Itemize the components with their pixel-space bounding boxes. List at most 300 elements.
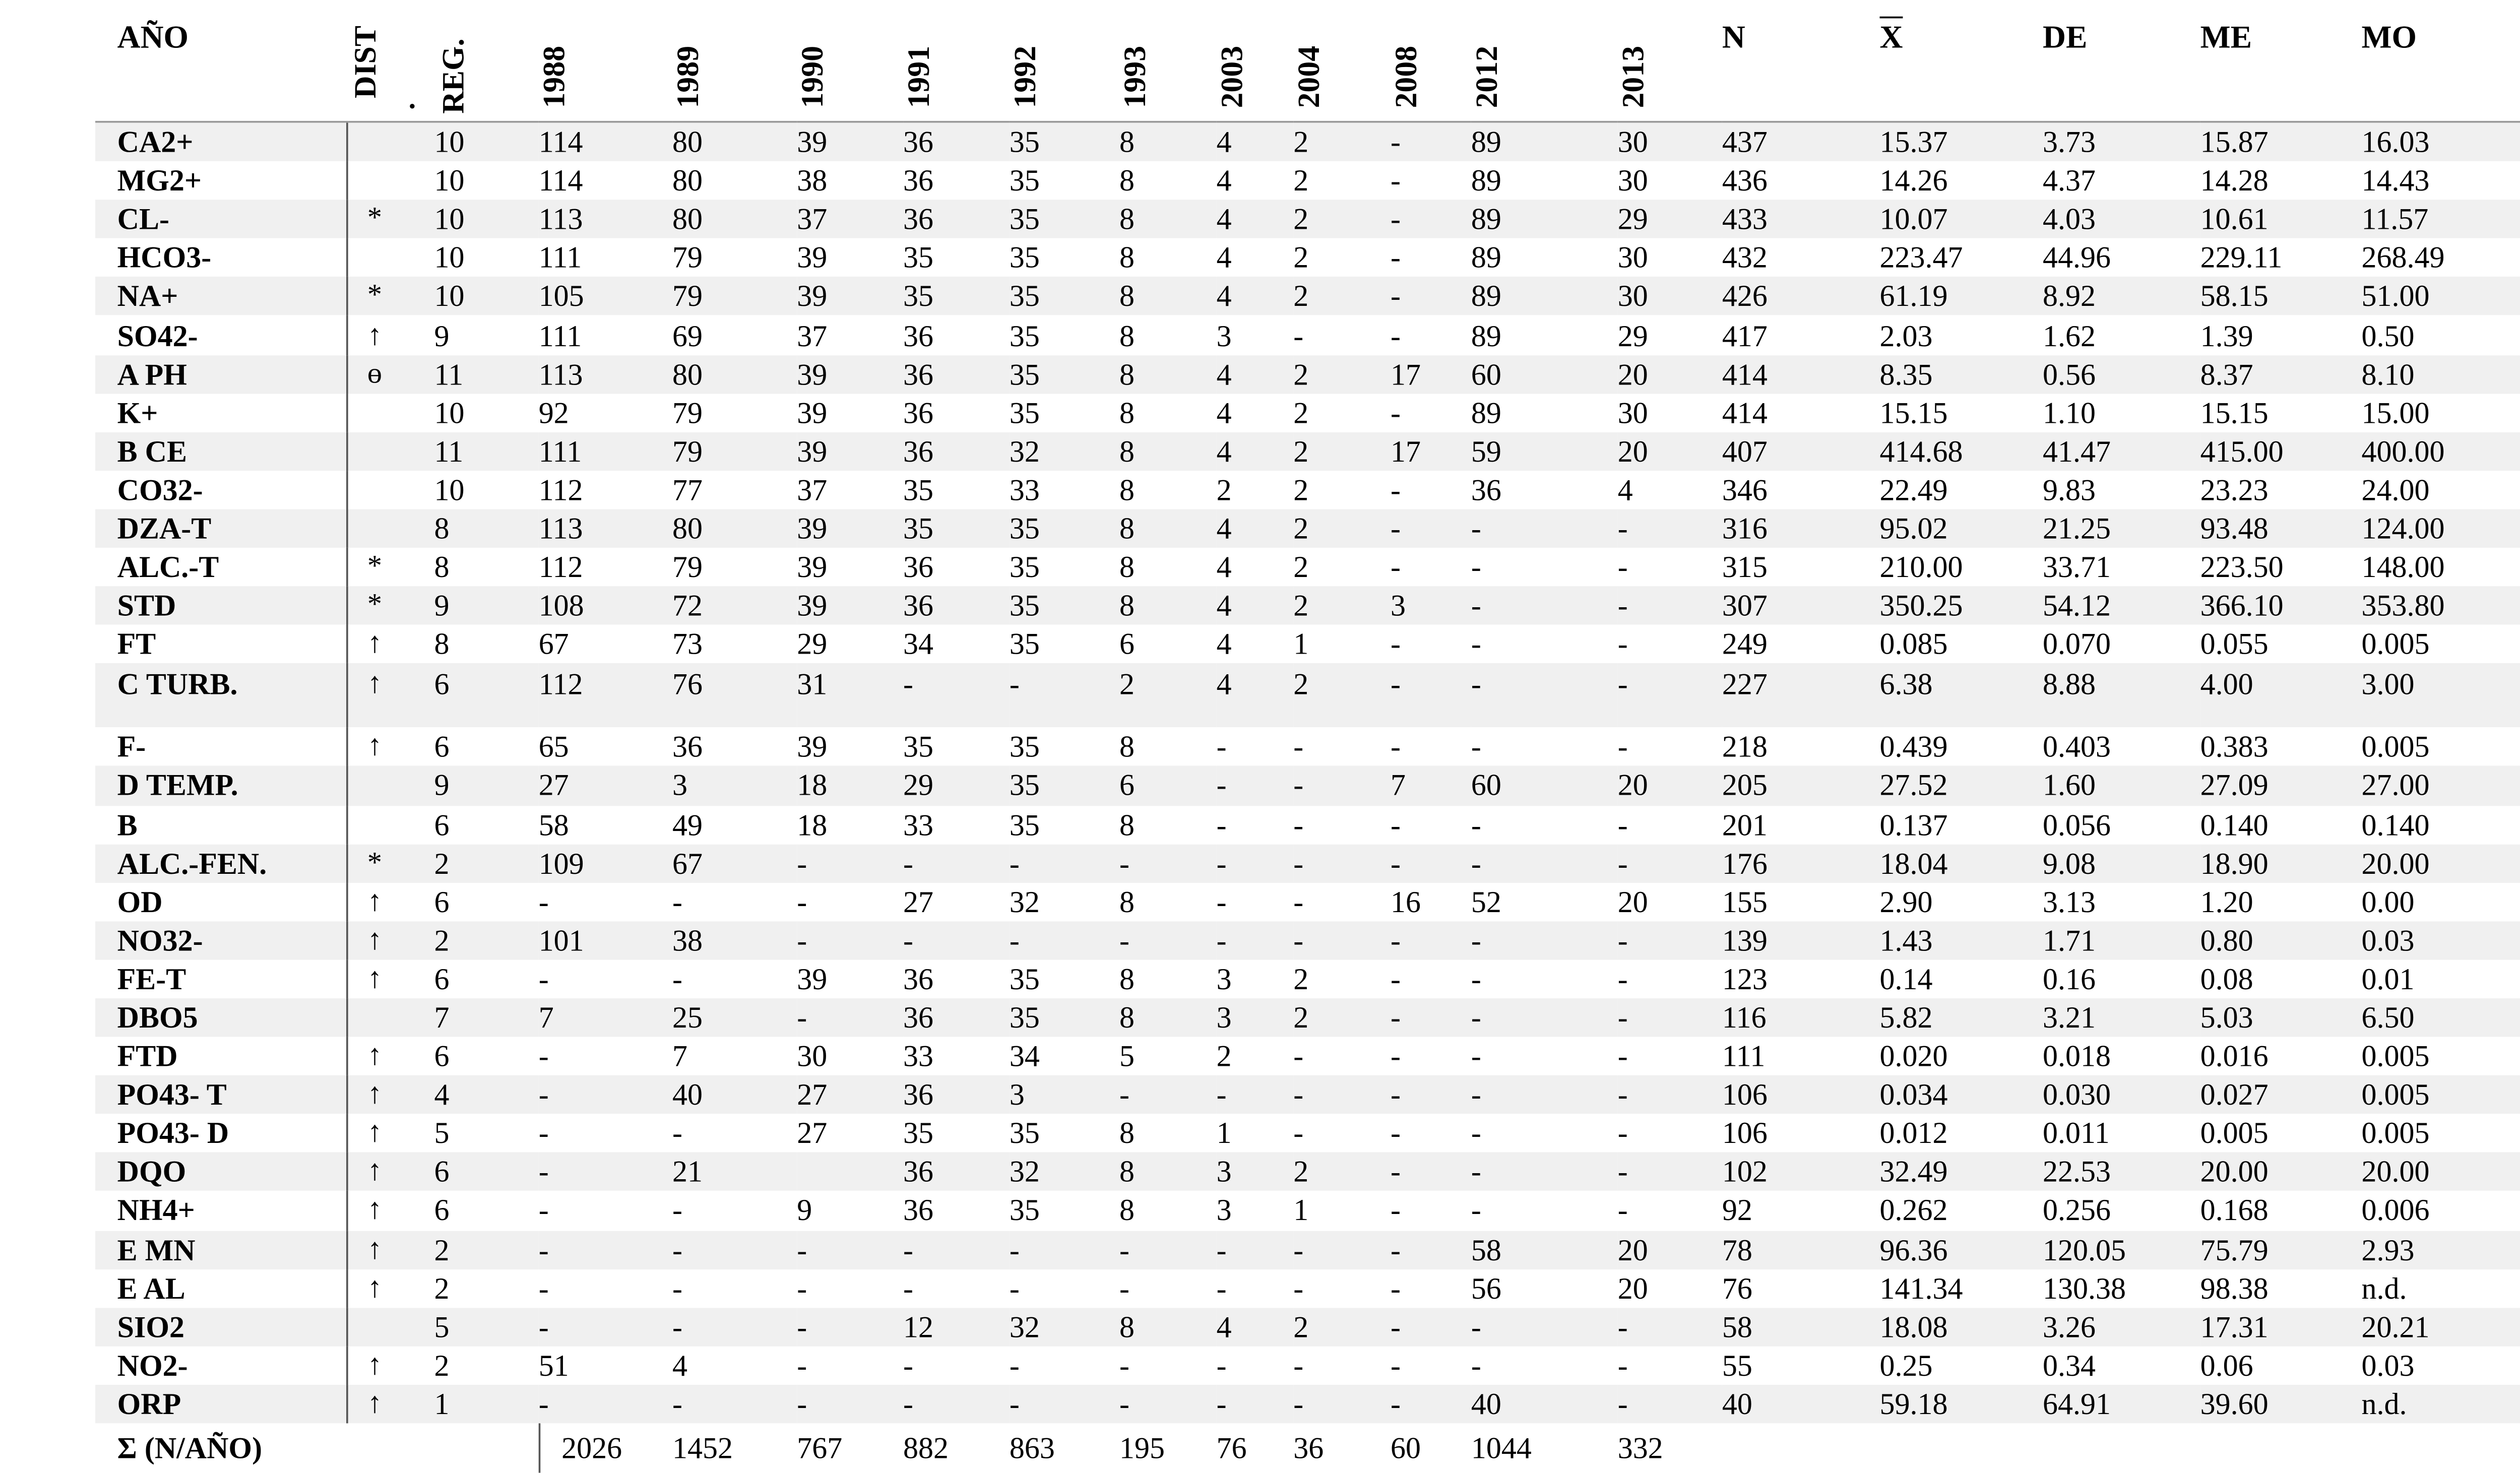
stat-value-cell: 40 xyxy=(1722,1385,1880,1424)
year-value-cell: 8 xyxy=(1119,200,1217,239)
year-value-cell: 20 xyxy=(1618,432,1722,471)
year-value-cell: 36 xyxy=(903,549,934,585)
year-value-cell: 113 xyxy=(539,355,672,394)
year-value-cell: 4 xyxy=(1216,163,1232,199)
stat-value-cell: n.d. xyxy=(2362,1385,2520,1424)
stat-value-cell: 3.13 xyxy=(2043,884,2096,919)
year-value-cell: - xyxy=(1617,1193,1628,1229)
stat-value-cell: 315 xyxy=(1722,549,1768,585)
year-value-cell: 80 xyxy=(672,509,797,548)
stat-value-cell: 75.79 xyxy=(2200,1230,2362,1269)
stat-value-cell: 21.25 xyxy=(2043,509,2200,548)
header-year-label: 2004 xyxy=(1291,45,1327,108)
year-value-cell: 8 xyxy=(1119,317,1135,353)
year-value-cell: 6 xyxy=(1119,766,1217,805)
param-cell: MG2+ xyxy=(117,163,202,199)
table-row xyxy=(95,664,2520,728)
reg-cell: 9 xyxy=(434,587,538,625)
stat-value-cell: 0.16 xyxy=(2043,962,2096,997)
table-row xyxy=(95,1075,2520,1114)
dist-cell: ↑ xyxy=(346,1075,434,1114)
year-value-cell: - xyxy=(1617,549,1628,585)
year-value-cell: - xyxy=(1390,163,1401,199)
year-value-cell: 49 xyxy=(672,807,703,842)
param-cell: NO2- xyxy=(117,1348,188,1383)
reg-cell: 8 xyxy=(434,549,450,585)
year-value-cell: 1 xyxy=(1293,627,1309,662)
stat-value-cell: 0.140 xyxy=(2361,807,2430,842)
stat-value-cell: 20.21 xyxy=(2362,1307,2520,1346)
stat-value-cell: 0.08 xyxy=(2200,962,2253,997)
stat-value-cell: 0.011 xyxy=(2043,1116,2110,1151)
reg-cell: 6 xyxy=(434,1153,538,1192)
year-value-cell: - xyxy=(797,884,807,919)
dist-cell xyxy=(346,1307,434,1346)
table-row xyxy=(95,122,2520,161)
dist-cell xyxy=(346,239,434,278)
summary-value: 863 xyxy=(1010,1423,1119,1472)
year-value-cell: 36 xyxy=(903,395,934,430)
stat-value-cell: 0.085 xyxy=(1879,627,1948,662)
year-value-cell: 3 xyxy=(1216,1193,1232,1229)
year-value-cell: 114 xyxy=(539,122,672,161)
year-value-cell: 6 xyxy=(1119,627,1135,662)
year-value-cell: 35 xyxy=(1010,355,1119,394)
reg-cell: 6 xyxy=(434,807,450,842)
year-value-cell: - xyxy=(1391,1230,1471,1269)
year-value-cell: - xyxy=(672,1193,683,1229)
year-value-cell: 30 xyxy=(1617,240,1648,276)
stat-value-cell: 155 xyxy=(1722,884,1768,919)
year-value-cell: 8 xyxy=(1119,277,1217,316)
year-value-cell: 3 xyxy=(1010,1075,1119,1114)
year-value-cell: - xyxy=(903,1270,914,1306)
year-value-cell: 2 xyxy=(1293,472,1309,507)
stat-value-cell: 33.71 xyxy=(2043,549,2111,585)
stat-value-cell: 78 xyxy=(1722,1230,1880,1269)
table-row xyxy=(95,1385,2520,1424)
param-cell: A PH xyxy=(95,355,346,394)
year-value-cell: 8 xyxy=(1119,163,1135,199)
year-value-cell: - xyxy=(1471,807,1481,842)
table-row xyxy=(95,1114,2520,1153)
year-value-cell: - xyxy=(539,1385,672,1424)
dist-cell: * xyxy=(346,844,434,882)
year-value-cell: 4 xyxy=(1217,509,1294,548)
year-value-cell: - xyxy=(539,1153,672,1192)
year-value-cell: 29 xyxy=(1618,200,1722,239)
year-value-cell: 60 xyxy=(1471,766,1618,805)
year-value-cell: - xyxy=(1471,921,1618,960)
year-value-cell: 38 xyxy=(672,921,797,960)
year-value-cell: 36 xyxy=(903,1075,1010,1114)
header-stat-2: DE xyxy=(2043,18,2200,121)
year-value-cell: - xyxy=(1471,844,1618,882)
header-stat-0: N xyxy=(1722,18,1880,121)
stat-value-cell: 0.14 xyxy=(1879,962,1933,997)
year-value-cell: 52 xyxy=(1471,884,1501,919)
year-value-cell: 35 xyxy=(1009,395,1040,430)
year-value-cell: - xyxy=(1618,1153,1722,1192)
stat-value-cell: 0.016 xyxy=(2200,1039,2269,1074)
year-value-cell: 35 xyxy=(903,509,1010,548)
year-value-cell: 36 xyxy=(903,1193,934,1229)
year-value-cell: 65 xyxy=(538,730,569,765)
year-value-cell: - xyxy=(797,1348,807,1383)
reg-cell: 1 xyxy=(434,1385,538,1424)
year-value-cell: 2 xyxy=(1293,549,1309,585)
stat-value-cell: 18.04 xyxy=(1880,844,2043,882)
stat-value-cell: 414 xyxy=(1722,355,1880,394)
year-value-cell: 36 xyxy=(903,998,1010,1037)
year-value-cell: 30 xyxy=(1617,163,1648,199)
year-value-cell: 35 xyxy=(1009,1193,1040,1229)
reg-cell: 2 xyxy=(434,1270,450,1306)
year-value-cell: - xyxy=(1618,998,1722,1037)
dist-cell: ↑ xyxy=(346,959,434,998)
year-value-cell: 20 xyxy=(1617,1270,1648,1306)
year-value-cell: - xyxy=(1391,998,1471,1037)
year-value-cell: 36 xyxy=(903,355,1010,394)
year-value-cell: 112 xyxy=(538,549,583,585)
year-value-cell: 30 xyxy=(1617,395,1648,430)
stat-value-cell: 0.06 xyxy=(2200,1348,2253,1383)
year-value-cell: - xyxy=(1293,807,1304,842)
stat-value-cell: 20.00 xyxy=(2200,1153,2362,1192)
year-value-cell: - xyxy=(1390,1116,1401,1151)
year-value-cell: 4 xyxy=(1617,472,1633,507)
year-value-cell: 35 xyxy=(1009,962,1040,997)
year-value-cell: 32 xyxy=(1009,884,1040,919)
year-value-cell: - xyxy=(672,1307,797,1346)
stat-value-cell: 414 xyxy=(1722,395,1768,430)
param-cell: D TEMP. xyxy=(95,766,346,805)
year-value-cell: 2 xyxy=(1293,122,1391,161)
year-value-cell: 36 xyxy=(903,587,1010,625)
header-stat-3: ME xyxy=(2200,18,2362,121)
year-value-cell: 112 xyxy=(538,472,583,507)
year-value-cell: 35 xyxy=(1009,1116,1040,1151)
year-value-cell: 77 xyxy=(672,472,703,507)
year-value-cell: - xyxy=(1618,664,1722,728)
stat-value-cell: 223.50 xyxy=(2200,549,2284,585)
year-value-cell: - xyxy=(1010,1230,1119,1269)
year-value-cell: - xyxy=(1119,1230,1217,1269)
header-year-label: 2012 xyxy=(1469,45,1504,108)
year-value-cell: - xyxy=(1471,627,1481,662)
year-value-cell: 72 xyxy=(672,587,797,625)
header-year-label: 1993 xyxy=(1117,45,1153,108)
stat-value-cell: 8.37 xyxy=(2200,355,2362,394)
stat-value-cell: 6.38 xyxy=(1880,664,2043,728)
year-value-cell: - xyxy=(1471,509,1618,548)
year-value-cell: - xyxy=(1390,807,1401,842)
year-value-cell: 18 xyxy=(797,766,903,805)
year-value-cell: 36 xyxy=(672,730,703,765)
summary-value: 60 xyxy=(1391,1423,1471,1472)
year-value-cell: 37 xyxy=(797,472,828,507)
stat-value-cell: 0.01 xyxy=(2361,962,2415,997)
year-value-cell: - xyxy=(1293,730,1304,765)
stat-value-cell: 10.07 xyxy=(1880,200,2043,239)
stat-value-cell: 1.20 xyxy=(2200,884,2253,919)
stat-value-cell: 1.39 xyxy=(2200,317,2253,353)
header-year-7 xyxy=(1293,18,1391,121)
year-value-cell: 2 xyxy=(1119,664,1217,728)
param-cell: B xyxy=(117,807,138,842)
stat-value-cell: 8.10 xyxy=(2362,355,2520,394)
stat-value-cell: 58.15 xyxy=(2200,277,2362,316)
stat-value-cell: 4.37 xyxy=(2043,163,2096,199)
year-value-cell: 4 xyxy=(1217,664,1294,728)
stat-value-cell: 27.00 xyxy=(2362,766,2520,805)
stat-value-cell: 24.00 xyxy=(2361,472,2430,507)
stat-value-cell: 0.03 xyxy=(2362,921,2520,960)
stat-value-cell: 5.03 xyxy=(2200,998,2362,1037)
stat-value-cell: 58 xyxy=(1722,1307,1880,1346)
year-value-cell: 8 xyxy=(1119,730,1135,765)
year-value-cell: 36 xyxy=(903,962,934,997)
header-year-1 xyxy=(672,18,797,121)
stat-value-cell: 0.005 xyxy=(2361,1039,2430,1074)
year-value-cell: 4 xyxy=(1217,122,1294,161)
param-cell: E MN xyxy=(95,1230,346,1269)
stat-value-cell: 15.00 xyxy=(2361,395,2430,430)
year-value-cell: - xyxy=(672,1385,797,1424)
year-value-cell xyxy=(797,1153,903,1192)
year-value-cell: 89 xyxy=(1471,163,1501,199)
table-row xyxy=(95,161,2520,200)
reg-cell: 10 xyxy=(434,395,465,430)
year-value-cell: 2 xyxy=(1293,962,1309,997)
year-value-cell: 35 xyxy=(1009,549,1040,585)
year-value-cell: 3 xyxy=(1216,317,1232,353)
year-value-cell: 3 xyxy=(1217,1153,1294,1192)
year-value-cell: - xyxy=(672,962,683,997)
param-cell: NA+ xyxy=(95,277,346,316)
table-row xyxy=(95,805,2520,844)
year-value-cell: 9 xyxy=(797,1193,812,1229)
stat-value-cell: 11.57 xyxy=(2362,200,2520,239)
year-value-cell: 34 xyxy=(903,627,934,662)
stat-value-cell: 407 xyxy=(1722,432,1880,471)
year-value-cell: - xyxy=(1216,884,1227,919)
stat-value-cell: 0.012 xyxy=(1879,1116,1948,1151)
year-value-cell: 7 xyxy=(1391,766,1471,805)
stat-value-cell: 0.34 xyxy=(2043,1348,2096,1383)
year-value-cell: - xyxy=(1471,664,1618,728)
year-value-cell: - xyxy=(1217,1075,1294,1114)
year-value-cell: 37 xyxy=(797,317,828,353)
stat-value-cell: 0.005 xyxy=(2361,730,2430,765)
stat-value-cell: 0.027 xyxy=(2200,1075,2362,1114)
stat-value-cell: 2.93 xyxy=(2362,1230,2520,1269)
stat-value-cell: 20.00 xyxy=(2362,1153,2520,1192)
stat-value-cell: 8.88 xyxy=(2043,664,2200,728)
year-value-cell: 30 xyxy=(1618,122,1722,161)
stat-value-cell: 201 xyxy=(1722,807,1768,842)
stat-value-cell: 0.439 xyxy=(1879,730,1948,765)
header-year-0 xyxy=(539,18,672,121)
year-value-cell: 20 xyxy=(1618,1230,1722,1269)
year-value-cell: - xyxy=(1390,1270,1401,1306)
year-value-cell: 2 xyxy=(1293,587,1391,625)
year-value-cell: - xyxy=(1617,1039,1628,1074)
stat-value-cell: 0.020 xyxy=(1879,1039,1948,1074)
year-value-cell: - xyxy=(1119,1385,1217,1424)
year-value-cell: 38 xyxy=(797,163,828,199)
year-value-cell: - xyxy=(672,884,683,919)
year-value-cell: 4 xyxy=(1217,277,1294,316)
stat-value-cell: 55 xyxy=(1722,1348,1752,1383)
header-year-label: 1988 xyxy=(537,45,572,108)
year-value-cell: 105 xyxy=(539,277,672,316)
stat-value-cell: 10.61 xyxy=(2200,200,2362,239)
table-row xyxy=(95,1346,2520,1385)
stat-value-cell: 123 xyxy=(1722,962,1768,997)
year-value-cell: 35 xyxy=(903,1116,934,1151)
header-year-10 xyxy=(1618,18,1722,121)
year-value-cell: 32 xyxy=(1010,1307,1119,1346)
param-cell: NH4+ xyxy=(117,1193,195,1229)
reg-cell: 8 xyxy=(434,509,538,548)
year-value-cell: 60 xyxy=(1471,355,1618,394)
param-cell: CO32- xyxy=(117,472,203,507)
year-value-cell: 39 xyxy=(797,355,903,394)
dist-cell: ↑ xyxy=(346,1269,434,1308)
year-value-cell: 36 xyxy=(903,432,1010,471)
table-row xyxy=(95,921,2520,960)
year-value-cell: 27 xyxy=(539,766,672,805)
reg-cell: 6 xyxy=(434,730,450,765)
year-value-cell: 80 xyxy=(672,163,703,199)
summary-empty-cell xyxy=(1722,1423,1880,1472)
stat-value-cell: 0.030 xyxy=(2043,1075,2200,1114)
param-cell: FE-T xyxy=(117,962,186,997)
dist-cell xyxy=(346,805,434,844)
param-cell: SO42- xyxy=(117,317,198,353)
year-value-cell: - xyxy=(1618,1307,1722,1346)
year-value-cell: - xyxy=(538,1116,549,1151)
stat-value-cell: 0.80 xyxy=(2200,921,2362,960)
stat-value-cell: 210.00 xyxy=(1879,549,1963,585)
year-value-cell: 29 xyxy=(1617,317,1648,353)
year-value-cell: 34 xyxy=(1009,1039,1040,1074)
year-value-cell: 35 xyxy=(1009,317,1040,353)
year-value-cell: - xyxy=(1471,998,1618,1037)
table-row xyxy=(95,1191,2520,1230)
year-value-cell: 1 xyxy=(1216,1116,1232,1151)
dist-cell: ↑ xyxy=(346,1346,434,1385)
year-value-cell: 3 xyxy=(1216,962,1232,997)
header-year-5 xyxy=(1119,18,1217,121)
summary-empty-cell xyxy=(2200,1423,2362,1472)
param-cell: STD xyxy=(95,587,346,625)
stat-value-cell: 15.15 xyxy=(1879,395,1948,430)
year-value-cell: - xyxy=(1391,1153,1471,1192)
year-value-cell: 76 xyxy=(672,664,797,728)
reg-cell: 10 xyxy=(434,122,538,161)
year-value-cell: - xyxy=(1471,549,1481,585)
stat-value-cell: 3.21 xyxy=(2043,998,2200,1037)
year-value-cell: 30 xyxy=(1618,277,1722,316)
table-row xyxy=(95,1269,2520,1308)
dist-cell: ↑ xyxy=(346,728,434,766)
year-value-cell: 35 xyxy=(1009,240,1040,276)
stat-value-cell: 223.47 xyxy=(1879,240,1963,276)
year-value-cell: 7 xyxy=(539,998,672,1037)
year-value-cell: - xyxy=(1119,921,1217,960)
table-row xyxy=(95,471,2520,509)
year-value-cell: 2 xyxy=(1293,509,1391,548)
param-cell: C TURB. xyxy=(95,664,346,728)
year-value-cell: - xyxy=(1010,921,1119,960)
reg-cell: 10 xyxy=(434,472,465,507)
param-cell: NO32- xyxy=(95,921,346,960)
year-value-cell: 80 xyxy=(672,122,797,161)
dist-cell xyxy=(346,161,434,200)
year-value-cell: 89 xyxy=(1471,277,1618,316)
stat-value-cell: 9.83 xyxy=(2043,472,2096,507)
param-cell: FTD xyxy=(117,1039,178,1074)
stat-value-cell: 17.31 xyxy=(2200,1307,2362,1346)
year-value-cell: 31 xyxy=(797,664,903,728)
param-cell: FT xyxy=(117,627,156,662)
year-value-cell: - xyxy=(797,1307,903,1346)
year-value-cell: - xyxy=(1391,664,1471,728)
year-value-cell: 51 xyxy=(538,1348,569,1383)
year-value-cell: - xyxy=(1293,844,1391,882)
stat-value-cell: 1.43 xyxy=(1880,921,2043,960)
stat-value-cell: 0.005 xyxy=(2361,627,2430,662)
stat-value-cell: 436 xyxy=(1722,163,1768,199)
dist-cell xyxy=(346,471,434,509)
stat-value-cell: 111 xyxy=(1722,1039,1766,1074)
year-value-cell: 25 xyxy=(672,998,797,1037)
year-value-cell: - xyxy=(1217,766,1294,805)
stat-value-cell: 0.00 xyxy=(2361,884,2415,919)
year-value-cell: 35 xyxy=(1009,807,1040,842)
year-value-cell: - xyxy=(1010,1385,1119,1424)
dist-cell: ↑ xyxy=(346,1191,434,1230)
year-value-cell: 2 xyxy=(1293,163,1309,199)
stat-value-cell: 2.03 xyxy=(1879,317,1933,353)
year-value-cell: 32 xyxy=(1010,1153,1119,1192)
year-value-cell: - xyxy=(1618,587,1722,625)
year-value-cell: 79 xyxy=(672,549,703,585)
year-value-cell: - xyxy=(539,1075,672,1114)
year-value-cell: 35 xyxy=(1010,200,1119,239)
param-cell: HCO3- xyxy=(117,240,212,276)
year-value-cell: - xyxy=(1391,200,1471,239)
year-value-cell: - xyxy=(903,844,1010,882)
year-value-cell: 8 xyxy=(1119,1193,1135,1229)
summary-value: 2026 xyxy=(539,1423,672,1472)
year-value-cell: 8 xyxy=(1119,998,1217,1037)
summary-value: 1044 xyxy=(1471,1423,1618,1472)
param-cell: PO43- T xyxy=(95,1075,346,1114)
header-year-label: 1991 xyxy=(901,45,936,108)
stat-value-cell: 51.00 xyxy=(2362,277,2520,316)
year-value-cell: 58 xyxy=(538,807,569,842)
year-value-cell: 8 xyxy=(1119,1307,1217,1346)
stat-value-cell: 39.60 xyxy=(2200,1385,2362,1424)
header-year: AÑO xyxy=(95,18,346,121)
header-row xyxy=(95,18,2520,121)
year-value-cell: 35 xyxy=(1010,122,1119,161)
year-value-cell: 2 xyxy=(1293,1307,1391,1346)
year-value-cell: 21 xyxy=(672,1153,797,1192)
